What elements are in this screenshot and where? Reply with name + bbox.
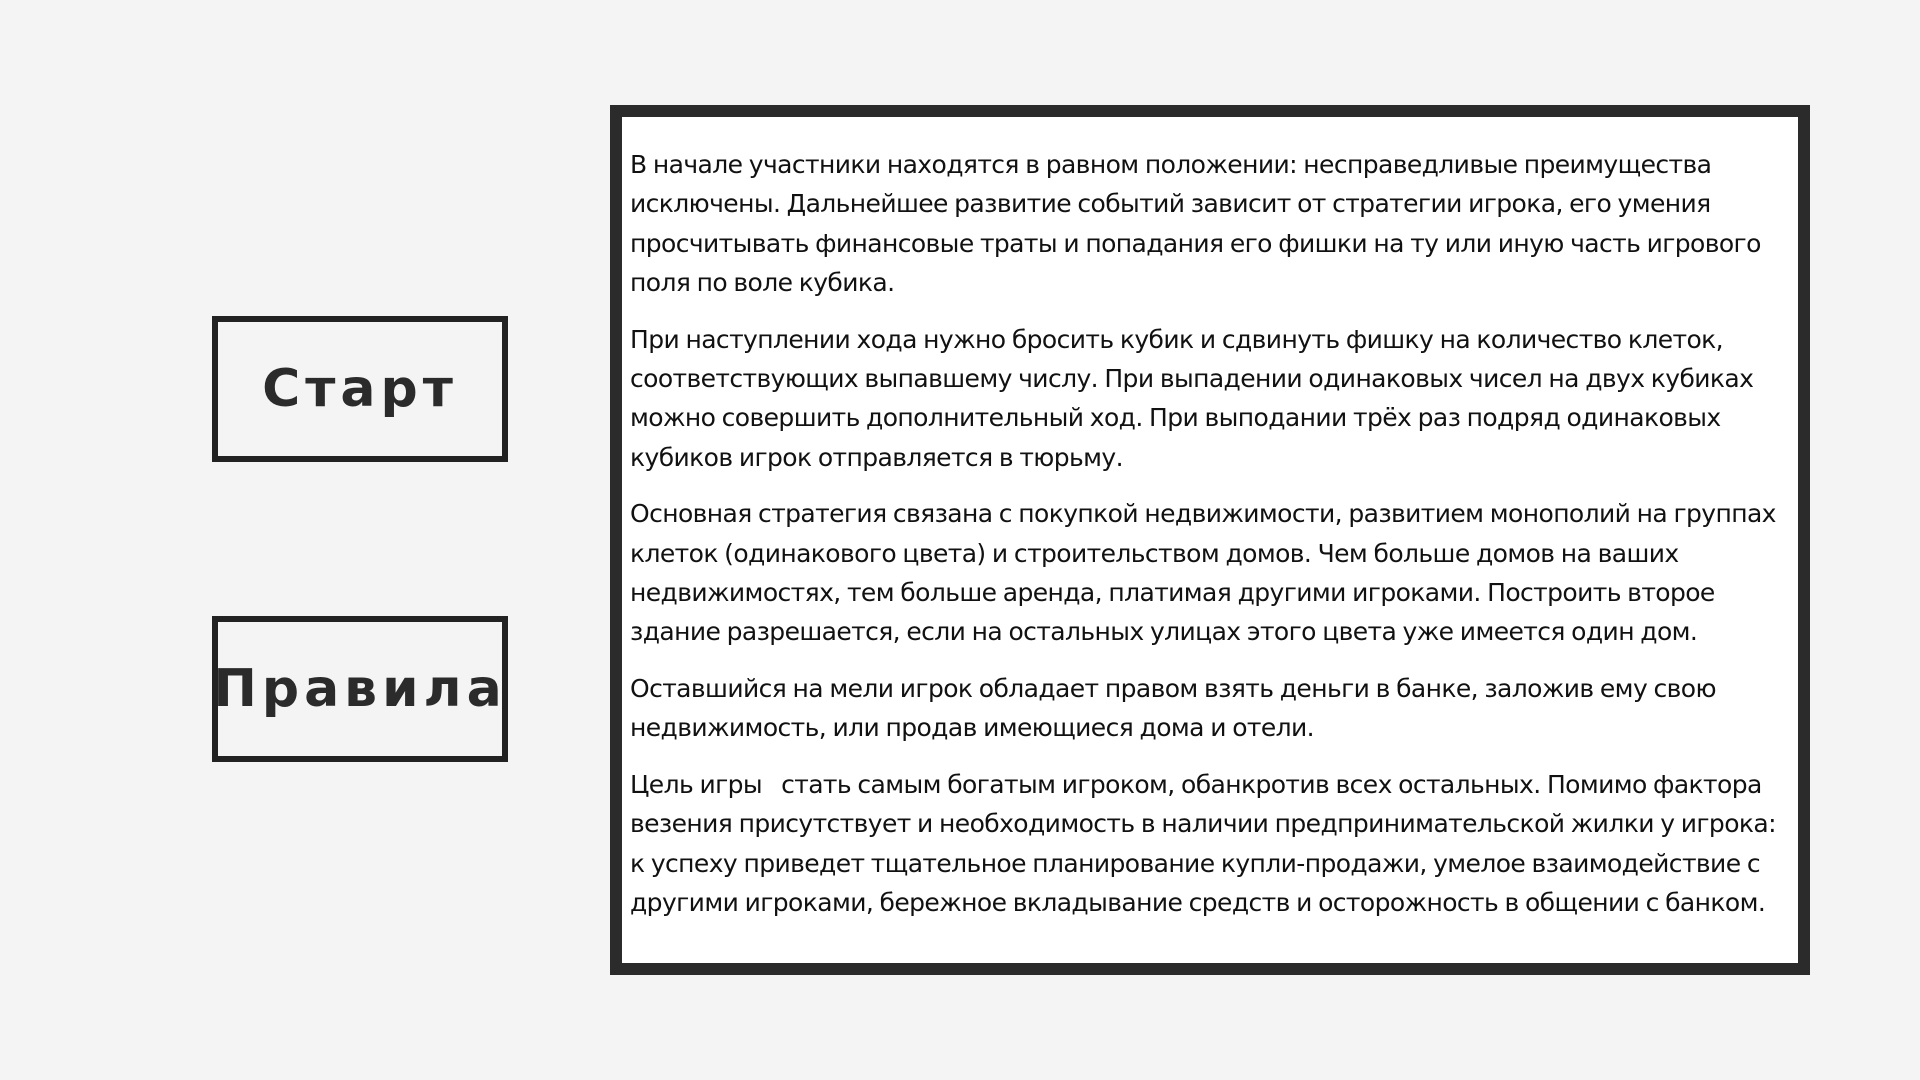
start-button-label: Старт xyxy=(262,359,458,419)
rules-frame xyxy=(610,105,1810,975)
rules-text-panel xyxy=(622,117,1798,963)
rules-paragraph-4: Оставшийся на мели игрок обладает правом взять деньги в банке, заложив ему свою недвижимость, или продав имеющиеся дома и отели. xyxy=(630,673,1716,743)
start-button[interactable] xyxy=(212,316,508,462)
rules-button-label: Правила xyxy=(213,659,507,719)
rules-paragraph-1: В начале участники находятся в равном положении: несправедливые преимущества исключены. Дальнейшее развитие событий зависит от стратегии игрока, его умения просчитывать финансовые траты и попадания его фишки на ту или иную часть игрового поля по воле кубика. xyxy=(630,150,1761,298)
rules-button[interactable] xyxy=(212,616,508,762)
rules-paragraph-5: Цель игры стать самым богатым игроком, обанкротив всех остальных. Помимо фактора везения присутствует и необходимость в наличии предпринимательской жилки у игрока: к успеху приведет тщательное планирование купли-продажи, умелое взаимодействие с другими игроками, бережное вкладывание средств и осторожность в общении с банком. xyxy=(630,769,1783,917)
rules-paragraph-2: При наступлении хода нужно бросить кубик и сдвинуть фишку на количество клеток, соответствующих выпавшему числу. При выпадении одинаковых чисел на двух кубиках можно совершить дополнительный ход. При выподании трёх раз подряд одинаковых кубиков игрок отправляется в тюрьму. xyxy=(630,324,1754,472)
rules-paragraph-3: Основная стратегия связана с покупкой недвижимости, развитием монополий на группах клеток (одинакового цвета) и строительством домов. Чем больше домов на ваших недвижимостях, тем больше аренда, платимая другими игроками. Построить второе здание разрешается, если на остальных улицах этого цвета уже имеется один дом. xyxy=(630,499,1776,647)
